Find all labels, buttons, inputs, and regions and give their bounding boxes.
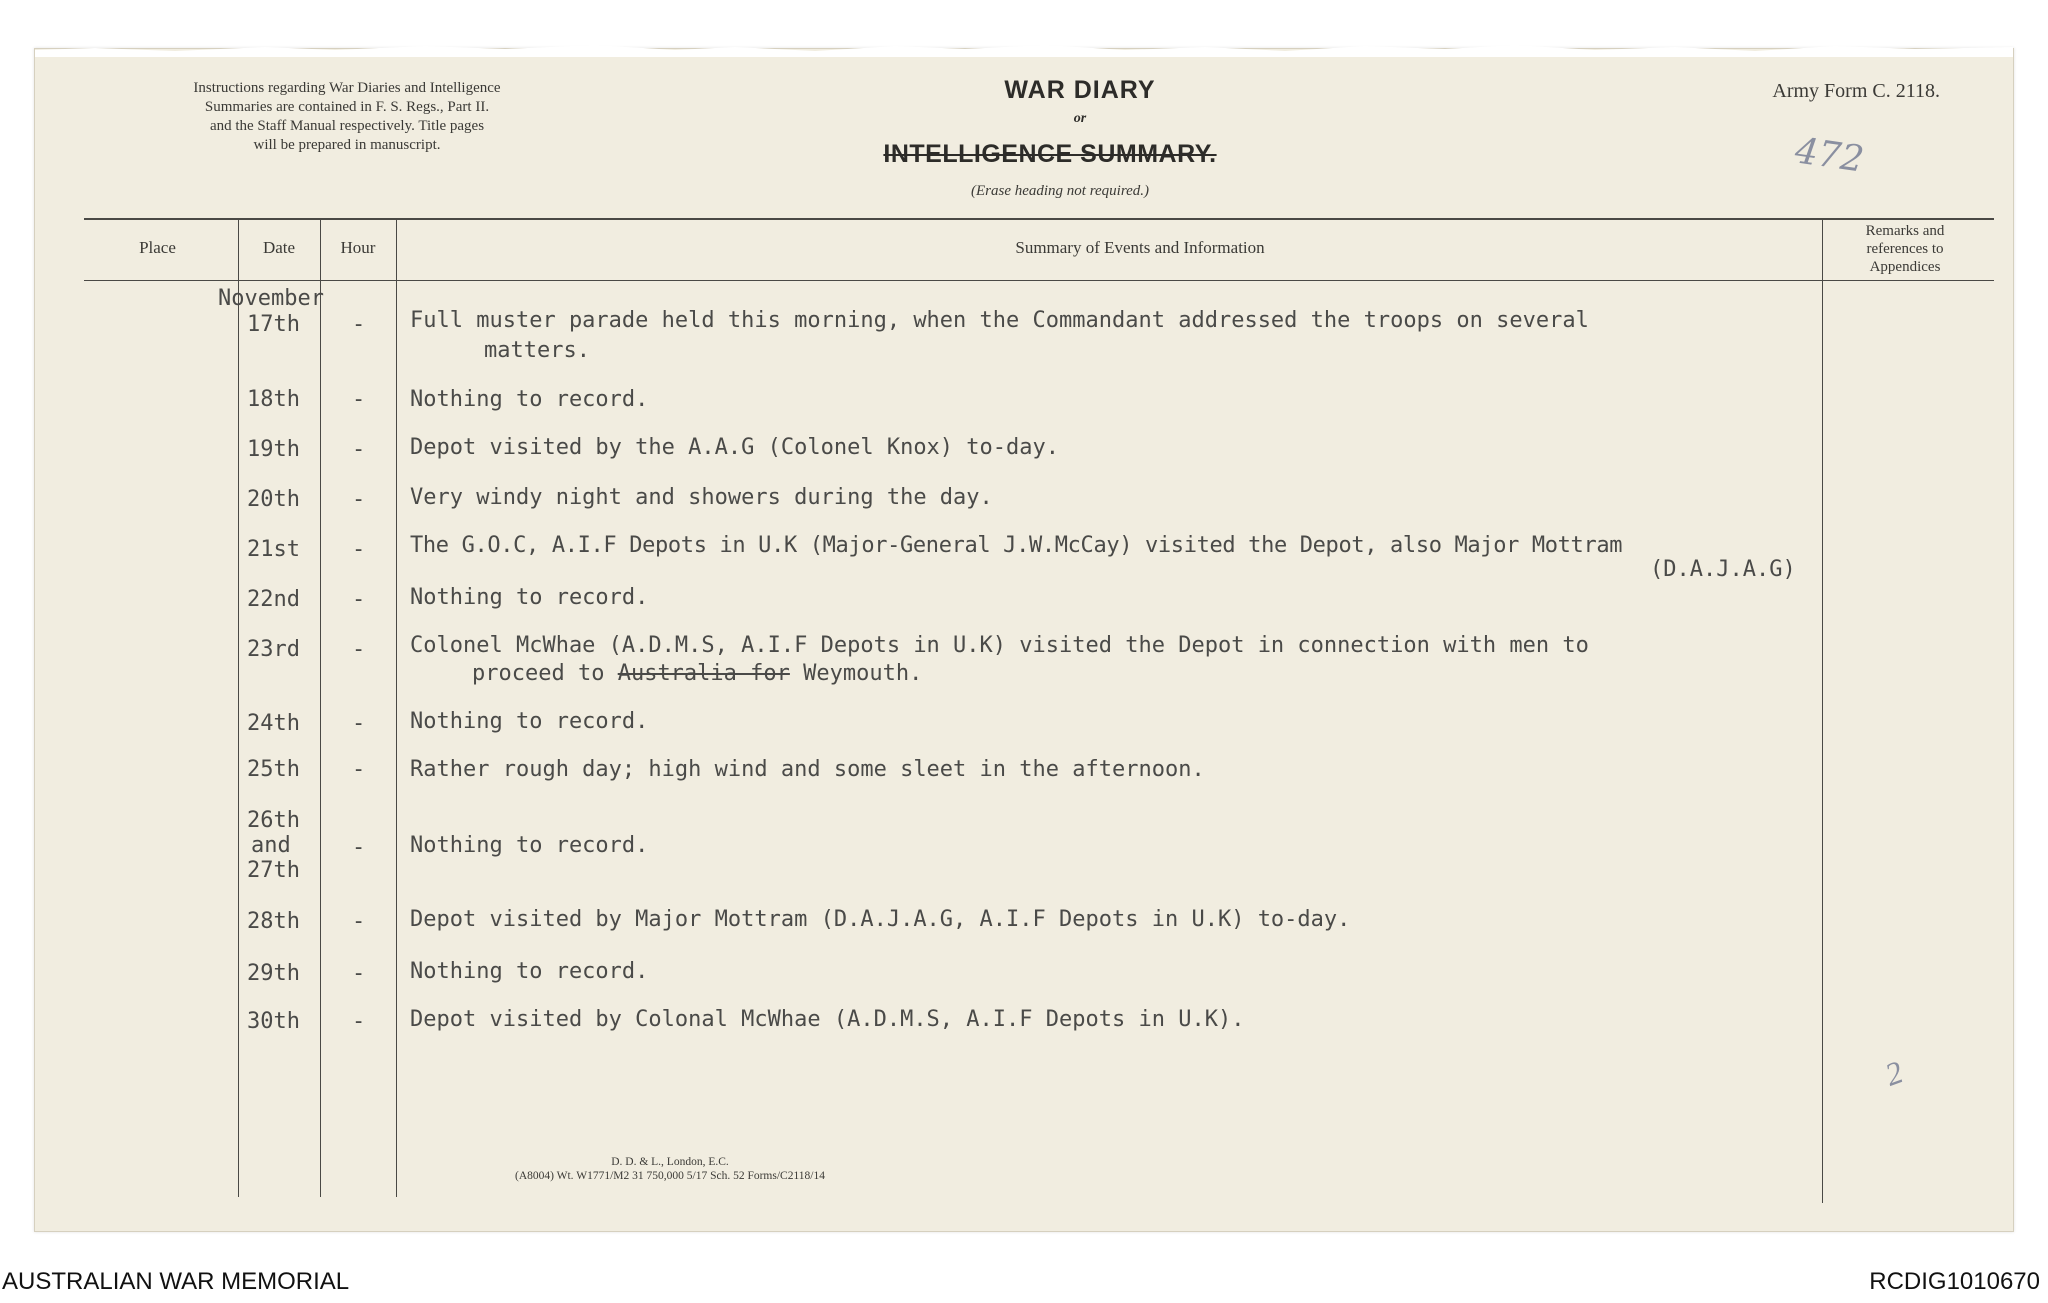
remarks-line: Remarks and: [1865, 223, 1945, 239]
footer-institution: AUSTRALIAN WAR MEMORIAL: [2, 1268, 350, 1295]
entry-date: 24th: [247, 711, 300, 736]
entry-text: Depot visited by Colonal McWhae (A.D.M.S, A.I.F Depots in U.K).: [410, 1007, 1245, 1032]
entry-hour: -: [352, 437, 366, 462]
entry-text: Rather rough day; high wind and some sleet in the afternoon.: [410, 757, 1205, 782]
entry-hour: -: [352, 587, 366, 612]
entry-date: 17th: [247, 312, 300, 337]
entry-hour: -: [352, 637, 366, 662]
entry-date: 25th: [247, 757, 300, 782]
column-rule-hour: [396, 219, 397, 1197]
entry-date: 23rd: [247, 637, 300, 662]
entry-text-continued: (D.A.J.A.G): [1650, 557, 1796, 582]
title-or: or: [1073, 111, 1087, 126]
entry-date-and: and: [251, 833, 291, 858]
header-top-rule: [84, 218, 1994, 220]
entry-hour: -: [352, 387, 366, 412]
remarks-line: Appendices: [1869, 259, 1941, 275]
entry-date: 21st: [247, 537, 300, 562]
column-rule-date: [320, 219, 321, 1197]
printer-imprint-line: D. D. & L., London, E.C.: [611, 1156, 729, 1168]
entry-text: Nothing to record.: [410, 585, 649, 610]
entry-date: 22nd: [247, 587, 300, 612]
entry-text-part: Weymouth.: [789, 661, 923, 686]
torn-edge: [35, 41, 2013, 57]
entry-date: 28th: [247, 909, 300, 934]
struck-text: Australia-for: [617, 661, 790, 686]
entry-hour: -: [352, 487, 366, 512]
month-label: November: [218, 286, 324, 311]
instructions-line: Summaries are contained in F. S. Regs., Part II.: [204, 99, 490, 115]
entry-hour: -: [352, 1009, 366, 1034]
entry-hour: -: [352, 909, 366, 934]
entry-text: Depot visited by the A.A.G (Colonel Knox) to-day.: [410, 435, 1060, 460]
entry-date-end: 27th: [247, 858, 300, 883]
margin-pencil-mark: 2: [1880, 1053, 1908, 1093]
header-bottom-rule: [84, 280, 1994, 281]
entry-date: 26th: [247, 808, 300, 833]
entry-text: Full muster parade held this morning, when the Commandant addressed the troops on several: [410, 308, 1589, 333]
entry-text: Very windy night and showers during the day.: [410, 485, 993, 510]
entry-date: 29th: [247, 961, 300, 986]
column-rule-summary: [1822, 219, 1823, 1203]
column-header-remarks: [1830, 222, 1980, 276]
entry-text-continued: matters.: [484, 338, 590, 363]
entry-hour: -: [352, 835, 366, 860]
entry-hour: -: [352, 757, 366, 782]
instructions-note: [97, 79, 597, 155]
footer-record-id: RCDIG1010670: [1869, 1268, 2040, 1295]
instructions-line: will be prepared in manuscript.: [253, 137, 441, 153]
column-header-date: Date: [262, 238, 296, 257]
entry-text: Nothing to record.: [410, 387, 649, 412]
entry-date: 18th: [247, 387, 300, 412]
erase-heading-note: (Erase heading not required.): [970, 183, 1150, 199]
column-header-place: Place: [139, 238, 176, 257]
army-form-number: Army Form C. 2118.: [1772, 80, 1940, 102]
column-rule-place: [238, 219, 239, 1197]
entry-date: 30th: [247, 1009, 300, 1034]
entry-date: 20th: [247, 487, 300, 512]
folio-number: 472: [1792, 130, 1867, 181]
entry-date: 19th: [247, 437, 300, 462]
entry-text: Nothing to record.: [410, 833, 649, 858]
entry-hour: -: [352, 537, 366, 562]
instructions-line: and the Staff Manual respectively. Title pages: [209, 118, 485, 134]
page-title: WAR DIARY: [1004, 76, 1156, 104]
printer-imprint: [455, 1155, 885, 1183]
entry-hour: -: [352, 961, 366, 986]
entry-text: The G.O.C, A.I.F Depots in U.K (Major-General J.W.McCay) visited the Depot, also Major Mottram: [410, 533, 1623, 558]
instructions-line: Instructions regarding War Diaries and Intelligence: [193, 80, 501, 96]
intelligence-summary-title: INTELLIGENCE SUMMARY.: [883, 140, 1217, 168]
column-header-hour: Hour: [340, 238, 376, 257]
entry-hour: -: [352, 711, 366, 736]
entry-text-part: proceed to: [472, 661, 618, 686]
entry-text: Nothing to record.: [410, 709, 649, 734]
column-header-summary: Summary of Events and Information: [1015, 238, 1265, 257]
remarks-line: references to: [1866, 241, 1944, 257]
entry-text: Depot visited by Major Mottram (D.A.J.A.G, A.I.F Depots in U.K) to-day.: [410, 907, 1351, 932]
entry-text-continued: [472, 661, 922, 686]
entry-hour: -: [352, 312, 366, 337]
entry-text: Colonel McWhae (A.D.M.S, A.I.F Depots in U.K) visited the Depot in connection with men to: [410, 633, 1589, 658]
printer-imprint-line: (A8004) Wt. W1771/M2 31 750,000 5/17 Sch. 52 Forms/C2118/14: [515, 1170, 825, 1182]
entry-text: Nothing to record.: [410, 959, 649, 984]
